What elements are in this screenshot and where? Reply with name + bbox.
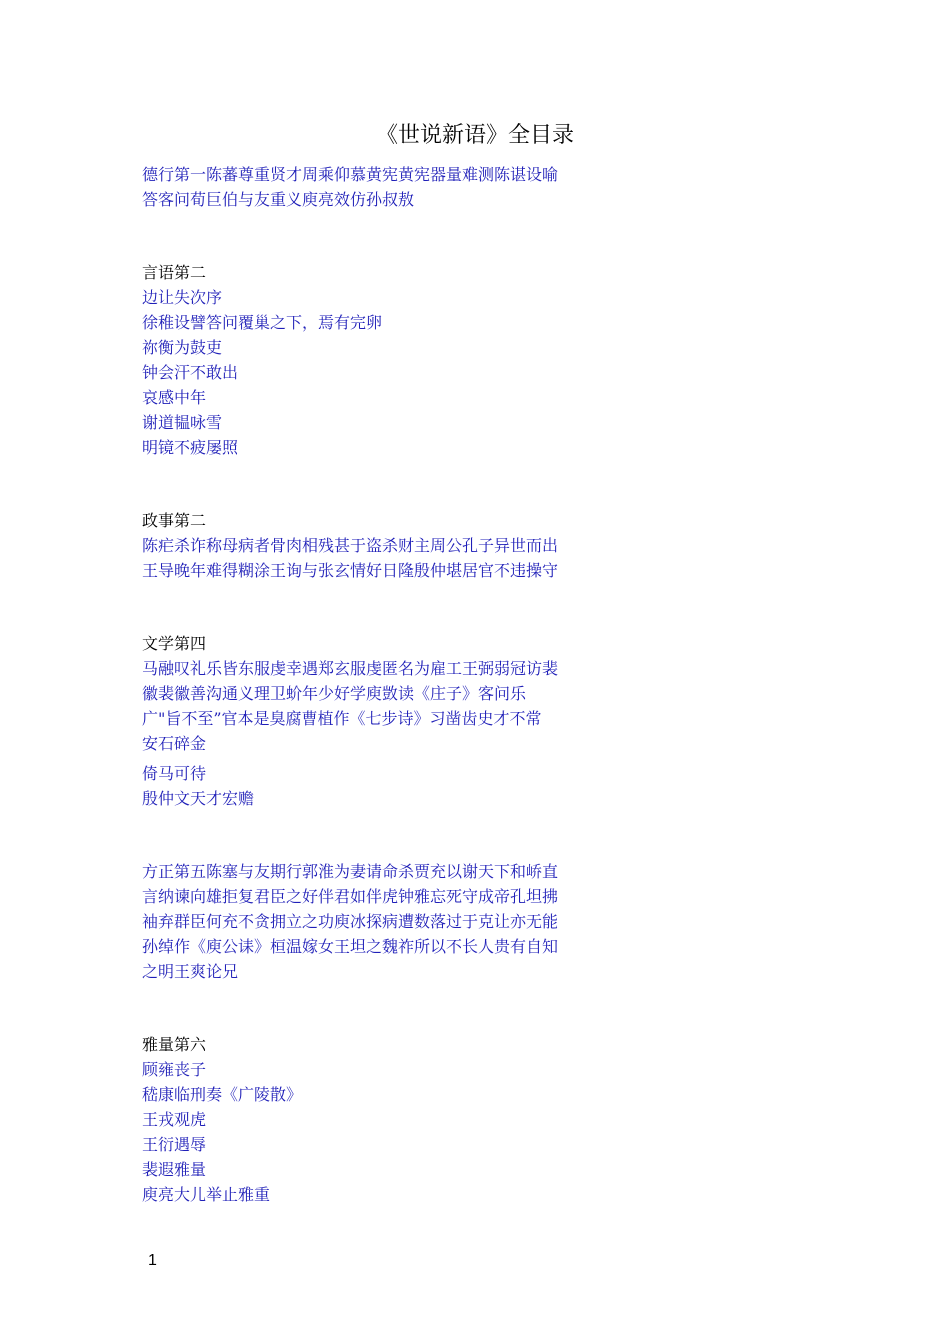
toc-link-line[interactable]: 安石碎金: [142, 734, 207, 753]
toc-link-item[interactable]: 王衍遇辱: [142, 1135, 207, 1154]
section-wenxue: [142, 631, 602, 811]
toc-link-line[interactable]: 言纳谏向雄拒复君臣之好伴君如伴虎钟雅忘死守成帝孔坦拂: [142, 887, 559, 906]
toc-link-item[interactable]: 嵇康临刑奏《广陵散》: [142, 1085, 303, 1104]
document-title: 《世说新语》全目录: [375, 123, 574, 148]
section-heading: 雅量第六: [142, 1035, 207, 1054]
toc-link-item[interactable]: 殷仲文天才宏赡: [142, 789, 255, 808]
toc-link-line[interactable]: 方正第五陈塞与友期行郭淮为妻请命杀贾充以谢天下和峤直: [142, 862, 559, 881]
toc-link-item[interactable]: 庾亮大儿举止雅重: [142, 1185, 271, 1204]
section-dexing: [142, 162, 602, 212]
toc-link-line[interactable]: 之明王爽论兄: [142, 962, 239, 981]
toc-link-item[interactable]: 倚马可待: [142, 764, 207, 783]
toc-link-line[interactable]: 陈疟杀诈称母病者骨肉相残甚于盗杀财主周公孔子异世而出: [142, 536, 559, 555]
toc-link-item[interactable]: 谢道韫咏雪: [142, 413, 223, 432]
toc-link-line[interactable]: 袖弃群臣何充不贪拥立之功庾冰探病遭数落过于克让亦无能: [142, 912, 559, 931]
toc-link-line[interactable]: 答客问荀巨伯与友重义庾亮效仿孙叔敖: [142, 190, 415, 209]
section-heading: 文学第四: [142, 634, 207, 653]
toc-link-item[interactable]: 祢衡为鼓吏: [142, 338, 223, 357]
section-heading: 言语第二: [142, 263, 207, 282]
section-zhengshi: [142, 508, 602, 583]
page-number: 1: [148, 1252, 157, 1269]
toc-link-item[interactable]: 边让失次序: [142, 288, 223, 307]
table-of-contents: [142, 162, 602, 1207]
toc-link-line[interactable]: 孙绰作《庾公诔》桓温嫁女王坦之魏祚所以不长人贵有自知: [142, 937, 559, 956]
section-fangzheng: [142, 859, 602, 984]
section-yanyu: [142, 260, 602, 460]
toc-link-line[interactable]: 广"旨不至”官本是臭腐曹植作《七步诗》习凿齿史才不常: [142, 709, 542, 728]
toc-link-line[interactable]: 王导晚年难得糊涂王询与张玄情好日隆殷仲堪居官不违操守: [142, 561, 559, 580]
toc-link-item[interactable]: 徐稚设譬答问覆巢之下，焉有完卵: [142, 313, 383, 332]
toc-link-line[interactable]: 德行第一陈蕃尊重贤才周乘仰慕黄宪黄宪器量难测陈谌设喻: [142, 165, 559, 184]
toc-link-item[interactable]: 哀感中年: [142, 388, 207, 407]
toc-link-item[interactable]: 裴遐雅量: [142, 1160, 207, 1179]
toc-link-line[interactable]: 徽裴徽善沟通义理卫蚧年少好学庾敳读《庄子》客问乐: [142, 684, 527, 703]
toc-link-line[interactable]: 马融叹礼乐皆东服虔幸遇郑玄服虔匿名为雇工王弼弱冠访裴: [142, 659, 559, 678]
toc-link-item[interactable]: 钟会汗不敢出: [142, 363, 239, 382]
section-yaliang: [142, 1032, 602, 1207]
toc-link-item[interactable]: 王戎观虎: [142, 1110, 207, 1129]
toc-link-item[interactable]: 明镜不疲屡照: [142, 438, 239, 457]
section-heading: 政事第二: [142, 511, 207, 530]
toc-link-item[interactable]: 顾雍丧子: [142, 1060, 207, 1079]
